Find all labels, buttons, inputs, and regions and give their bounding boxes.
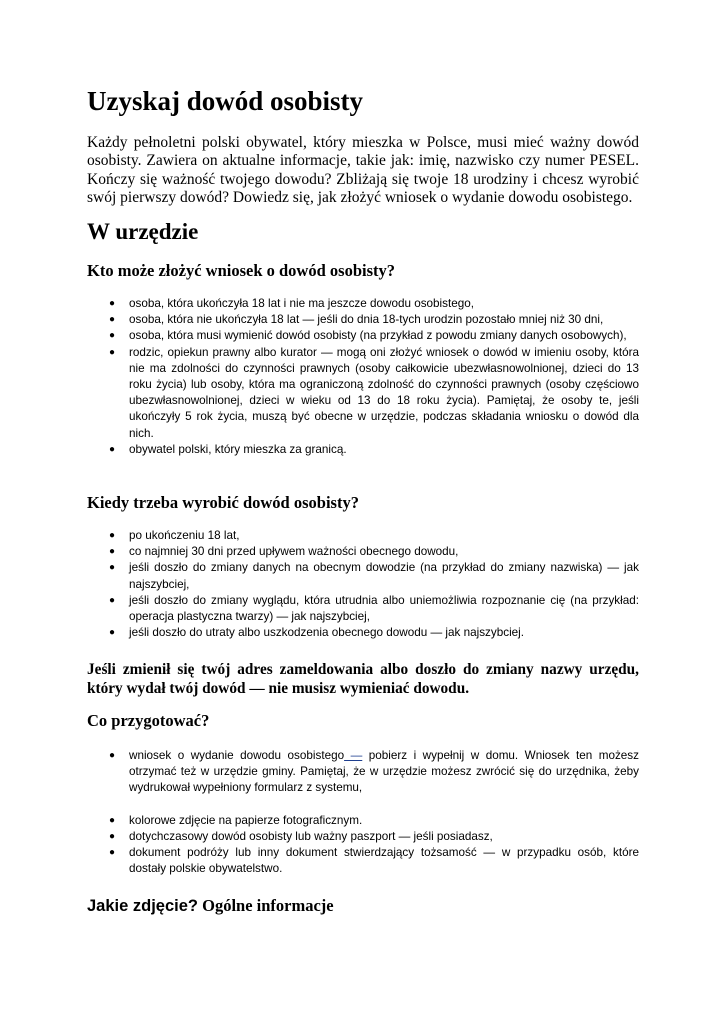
list-item: ● osoba, która nie ukończyła 18 lat — jeśli do dnia 18-tych urodzin pozostało mniej niż 30 dni, xyxy=(87,312,639,328)
list-item: ● obywatel polski, który mieszka za granicą. xyxy=(87,442,639,458)
bullet-icon: ● xyxy=(109,627,116,639)
bullet-icon: ● xyxy=(109,594,116,606)
page-title: Uzyskaj dowód osobisty xyxy=(87,86,364,116)
address-change-note: Jeśli zmienił się twój adres zameldowania albo doszło do zmiany nazwy urzędu, który wydał twój dowód — nie musisz wymieniać dowodu. xyxy=(87,661,639,697)
heading-photo-info: Jakie zdjęcie? Ogólne informacje xyxy=(87,896,334,915)
when-needed-list xyxy=(87,528,639,641)
bullet-icon: ● xyxy=(109,314,116,326)
bullet-icon: ● xyxy=(109,847,116,859)
bullet-icon: ● xyxy=(109,530,116,541)
application-form-link[interactable]: — xyxy=(344,749,363,762)
list-item: ● kolorowe zdjęcie na papierze fotograficznym. xyxy=(87,813,639,829)
bullet-icon: ● xyxy=(109,562,116,574)
bullet-icon: ● xyxy=(109,330,116,342)
list-item: ● rodzic, opiekun prawny albo kurator — mogą oni złożyć wniosek o dowód w imieniu osoby, która nie ma zdolności do czynności prawnych (osoby całkowicie ubezwłasnowolnionej, dzieci do 13 roku życia) lub osoby, która ma ograniczoną zdolność do czynności prawnych (osoby częściowo ubezwłasnowolnionej, dzieci w wieku od 13 do 18 roku życia). Pamiętaj, że osoby te, jeśli ukończyły 5 rok życia, muszą być obecne w urzędzie, podczas składania wniosku o dowód dla nich. xyxy=(109,345,639,440)
bullet-icon: ● xyxy=(109,814,116,826)
list-item: ● jeśli doszło do utraty albo uszkodzenia obecnego dowodu — jak najszybciej. xyxy=(87,625,639,641)
list-item: ● osoba, która musi wymienić dowód osobisty (na przykład z powodu zmiany danych osobowych), xyxy=(87,328,639,344)
heading-when-needed: Kiedy trzeba wyrobić dowód osobisty? xyxy=(87,493,359,512)
bullet-icon: ● xyxy=(109,830,116,842)
list-item: ● dotychczasowy dowód osobisty lub ważny paszport — jeśli posiadasz, xyxy=(87,829,639,845)
list-item: ● osoba, która ukończyła 18 lat i nie ma jeszcze dowodu osobistego, xyxy=(87,296,639,312)
list-item: ● jeśli doszło do zmiany wyglądu, która utrudnia albo uniemożliwia rozpoznanie cię (na przykład: operacja plastyczna twarzy) — jak najszybciej, xyxy=(109,593,639,624)
section-heading-office: W urzędzie xyxy=(87,219,199,244)
bullet-icon: ● xyxy=(109,298,116,309)
bullet-icon: ● xyxy=(109,546,116,558)
list-item: ● wniosek o wydanie dowodu osobistego — pobierz i wypełnij w domu. Wniosek ten możesz otrzymać też w urzędzie gminy. Pamiętaj, że w urzędzie możesz zwrócić się do urzędnika, żeby wydrukował wypełniony formularz z systemu, xyxy=(109,749,639,795)
list-item: ● co najmniej 30 dni przed upływem ważności obecnego dowodu, xyxy=(87,544,639,560)
bullet-icon: ● xyxy=(109,443,116,455)
heading-who-can-apply: Kto może złożyć wniosek o dowód osobisty? xyxy=(87,261,395,280)
who-can-apply-list xyxy=(87,296,639,458)
list-item: ● dokument podróży lub inny dokument stwierdzający tożsamość — w przypadku osób, które dostały polskie obywatelstwo. xyxy=(109,846,639,876)
intro-paragraph: Każdy pełnoletni polski obywatel, który mieszka w Polsce, musi mieć ważny dowód osobisty. Zawiera on aktualne informacje, takie jak: imię, nazwisko czy numer PESEL. Kończy się ważność twojego dowodu? Zbliżają się twoje 18 urodziny i chcesz wyrobić swój pierwszy dowód? Dowiedz się, jak złożyć wniosek o wydanie dowodu osobistego. xyxy=(87,134,639,206)
bullet-icon: ● xyxy=(109,750,116,761)
what-to-prepare-list xyxy=(87,748,639,877)
list-item: ● po ukończeniu 18 lat, xyxy=(87,528,639,544)
heading-what-to-prepare: Co przygotować? xyxy=(87,711,210,730)
list-item: ● jeśli doszło do zmiany danych na obecnym dowodzie (na przykład do zmiany nazwiska) — jak najszybciej, xyxy=(109,561,639,591)
bullet-icon: ● xyxy=(109,346,116,358)
